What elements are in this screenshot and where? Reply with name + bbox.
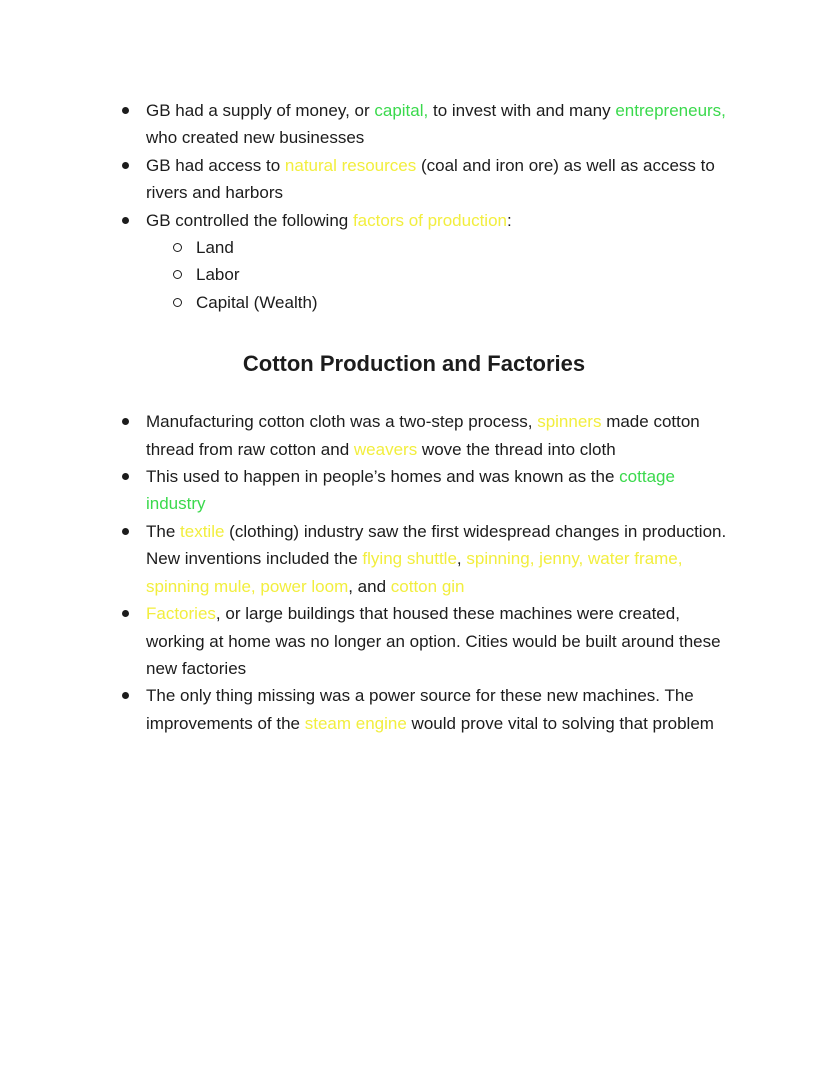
list-item: [97, 463, 731, 518]
text-run: The only thing missing was a power source for these new machines. The improvements of the: [146, 686, 694, 733]
list-item: [97, 152, 731, 207]
text-run: GB controlled the following: [146, 210, 353, 230]
highlighted-term-yellow: spinning mule,: [146, 576, 256, 596]
text-run: wove the thread into cloth: [417, 439, 616, 459]
sub-bullet-list: [146, 234, 731, 316]
list-item: [97, 682, 731, 737]
text-run: , or large buildings that housed these machines were created, working at home was no longer an option. Cities would be built around these new factories: [146, 604, 721, 678]
bullet-circle-icon: [173, 298, 182, 307]
text-run: Capital (Wealth): [196, 292, 318, 312]
list-item: [97, 97, 731, 152]
highlighted-term-yellow: steam engine: [304, 713, 407, 733]
bullet-list-cotton: [97, 408, 731, 737]
highlighted-term-yellow: factors of production: [352, 210, 507, 230]
text-run: made cotton thread from raw cotton and: [146, 412, 700, 459]
bullet-circle-icon: [173, 270, 182, 279]
sub-list-item: [146, 234, 731, 261]
text-run: GB had a supply of money, or: [146, 101, 375, 120]
highlighted-term-yellow: textile: [180, 521, 225, 541]
text-run: GB had access to: [146, 155, 285, 175]
sub-list-item: [146, 261, 731, 288]
highlighted-term-yellow: natural resources: [284, 155, 417, 175]
highlighted-term-green: entrepreneurs,: [615, 101, 726, 120]
sub-list-item: [146, 289, 731, 316]
text-run: , and: [348, 576, 391, 596]
highlighted-term-yellow: Factories: [146, 604, 216, 624]
highlighted-term-yellow: spinners: [537, 412, 602, 432]
text-run: The: [146, 521, 181, 541]
document-content: [97, 97, 731, 737]
bullet-disc-icon: [122, 473, 129, 480]
bullet-disc-icon: [122, 162, 129, 169]
text-run: would prove vital to solving that problem: [406, 713, 714, 733]
bullet-disc-icon: [122, 418, 129, 425]
list-item: [97, 600, 731, 682]
bullet-disc-icon: [122, 692, 129, 699]
text-run: (clothing) industry saw the first widespread changes in production. New inventions included the: [146, 521, 727, 569]
highlighted-term-yellow: jenny,: [539, 549, 584, 569]
text-run: ,: [456, 549, 467, 569]
text-run: who created new businesses: [146, 128, 365, 148]
bullet-disc-icon: [122, 107, 129, 114]
highlighted-term-yellow: spinning,: [466, 549, 535, 569]
bullet-disc-icon: [122, 528, 129, 535]
highlighted-term-green: capital,: [374, 101, 429, 120]
list-item: [97, 207, 731, 317]
text-run: to invest with and many: [428, 101, 616, 120]
highlighted-term-yellow: power loom: [260, 576, 349, 596]
highlighted-term-yellow: water frame,: [588, 549, 683, 569]
highlighted-term-yellow: cotton gin: [390, 576, 465, 596]
text-run: Manufacturing cotton cloth was a two-step process,: [146, 412, 538, 432]
bullet-disc-icon: [122, 217, 129, 224]
text-run: Labor: [196, 265, 240, 285]
section-title: Cotton Production and Factories: [242, 351, 586, 377]
bullet-list-intro: [97, 97, 731, 316]
text-run: (coal and iron ore) as well as access to rivers and harbors: [146, 155, 715, 203]
highlighted-term-yellow: weavers: [353, 439, 418, 459]
list-item: [97, 518, 731, 600]
text-run: Land: [196, 238, 234, 258]
highlighted-term-green: cottage industry: [146, 467, 675, 514]
list-item: [97, 408, 731, 463]
text-run: This used to happen in people’s homes and was known as the: [146, 467, 620, 487]
highlighted-term-yellow: flying shuttle: [362, 549, 457, 569]
text-run: :: [506, 210, 512, 230]
bullet-circle-icon: [173, 243, 182, 252]
bullet-disc-icon: [122, 610, 129, 617]
